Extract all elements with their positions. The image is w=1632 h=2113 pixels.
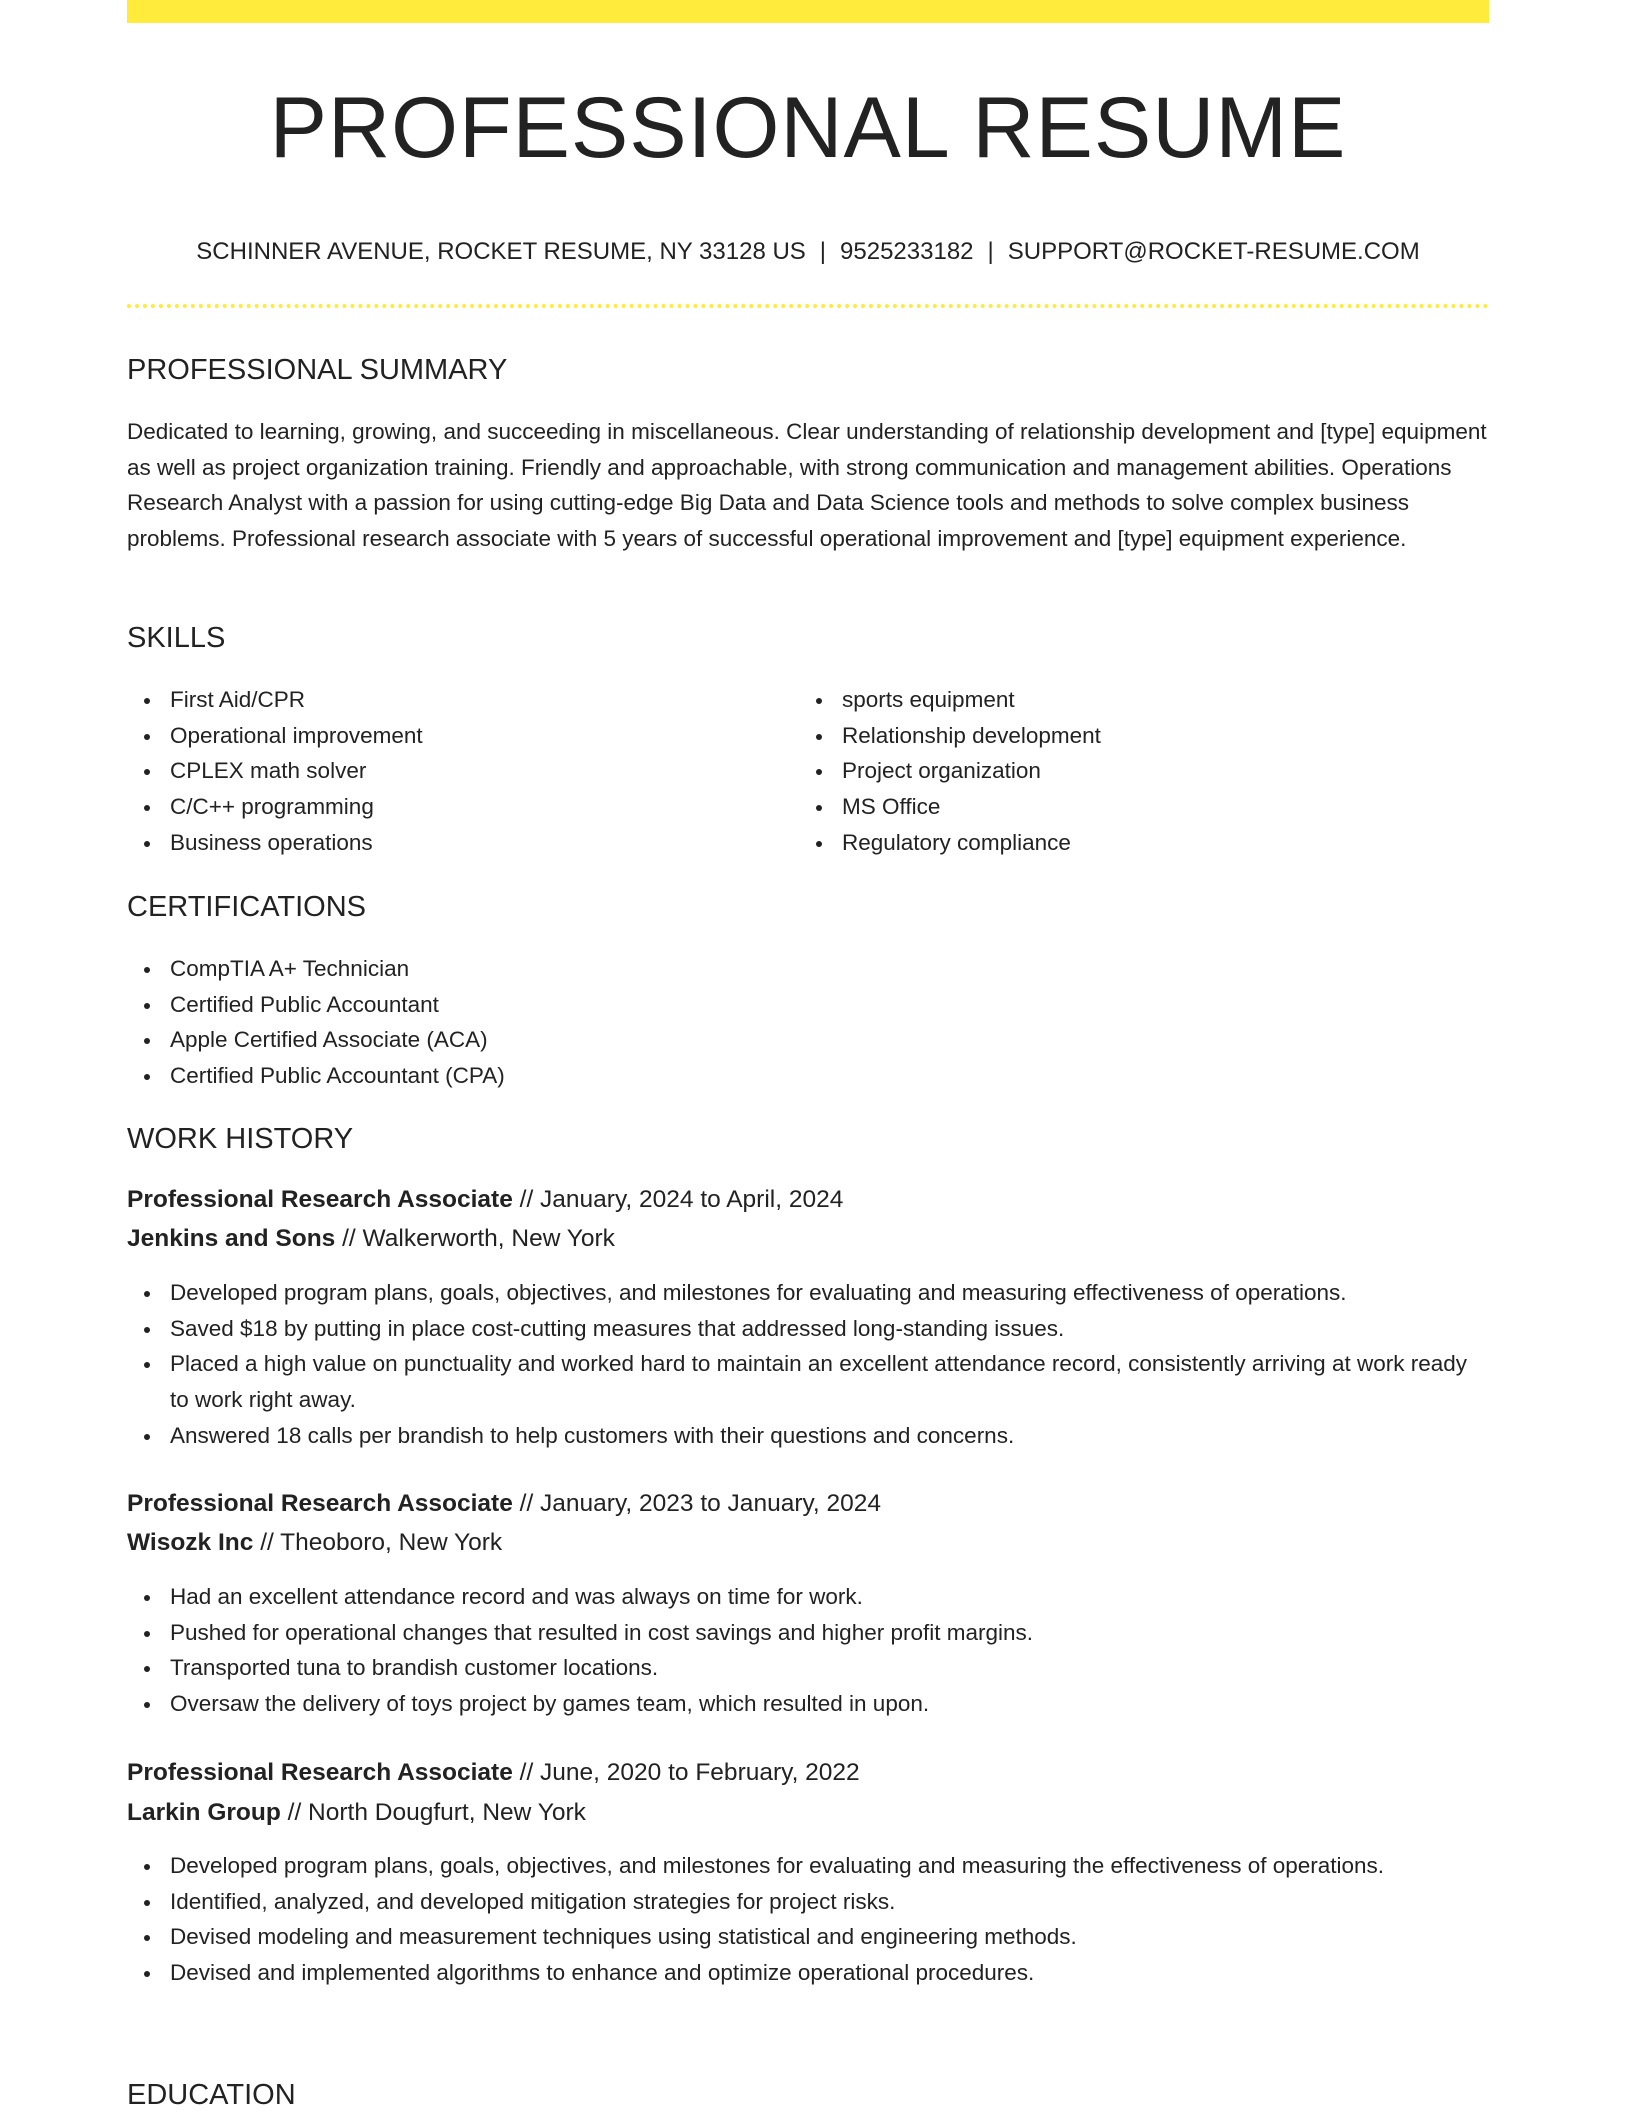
skill-item: CPLEX math solver [127, 753, 787, 789]
job-bullet: Pushed for operational changes that resulted in cost savings and higher profit margins. [127, 1615, 1489, 1651]
job-bullets [127, 1275, 1489, 1454]
job-company-line [127, 1222, 615, 1256]
job-location: // Theoboro, New York [253, 1529, 503, 1556]
email: SUPPORT@ROCKET-RESUME.COM [1007, 238, 1420, 265]
job-bullet: Oversaw the delivery of toys project by games team, which resulted in upon. [127, 1686, 1489, 1722]
skill-item: Project organization [799, 753, 1489, 789]
summary-heading: PROFESSIONAL SUMMARY [127, 354, 508, 386]
job-bullets [127, 1848, 1489, 1991]
contact-line [127, 236, 1489, 268]
skill-item: Regulatory compliance [799, 825, 1489, 861]
job-title-line [127, 1487, 881, 1521]
job-company-line [127, 1796, 586, 1830]
certification-item: Certified Public Accountant [127, 987, 1489, 1023]
summary-text: Dedicated to learning, growing, and succeeding in miscellaneous. Clear understanding of relationship development and [type] equipment as well as project organization training. Friendly and approachable, with strong communication and management abilities. Operations Research Analyst with a passion for using cutting-edge Big Data and Data Science tools and methods to solve complex business problems. Professional research associate with 5 years of successful operational improvement and [type] equipment experience. [127, 419, 1487, 552]
job-company-line [127, 1526, 502, 1560]
skills-list-left [127, 682, 787, 861]
skill-item: MS Office [799, 789, 1489, 825]
job-title: Professional Research Associate [127, 1490, 513, 1517]
job-bullet: Had an excellent attendance record and was always on time for work. [127, 1579, 1489, 1615]
job-company: Jenkins and Sons [127, 1225, 336, 1252]
job-location: // Walkerworth, New York [335, 1225, 615, 1252]
certifications-list [127, 951, 1489, 1094]
skill-item: Relationship development [799, 718, 1489, 754]
skills-heading: SKILLS [127, 622, 226, 654]
skill-item: C/C++ programming [127, 789, 787, 825]
job-bullet: Devised modeling and measurement techniques using statistical and engineering methods. [127, 1919, 1489, 1955]
skill-item: First Aid/CPR [127, 682, 787, 718]
skill-item: sports equipment [799, 682, 1489, 718]
phone: 9525233182 [840, 238, 974, 265]
job-location: // North Dougfurt, New York [280, 1799, 586, 1826]
certification-item: CompTIA A+ Technician [127, 951, 1489, 987]
job-title: Professional Research Associate [127, 1759, 513, 1786]
skills-list-right [799, 682, 1489, 861]
resume-title: PROFESSIONAL RESUME [269, 80, 1347, 176]
job-bullet: Placed a high value on punctuality and worked hard to maintain an excellent attendance record, consistently arriving at work ready to work right away. [127, 1346, 1489, 1417]
skill-item: Business operations [127, 825, 787, 861]
separator: | [819, 238, 827, 265]
job-company: Larkin Group [127, 1799, 281, 1826]
job-bullet: Identified, analyzed, and developed mitigation strategies for project risks. [127, 1884, 1489, 1920]
certification-item: Certified Public Accountant (CPA) [127, 1058, 1489, 1094]
work-history-heading: WORK HISTORY [127, 1123, 354, 1155]
address: SCHINNER AVENUE, ROCKET RESUME, NY 33128 US [196, 238, 806, 265]
job-title: Professional Research Associate [127, 1186, 513, 1213]
job-bullets [127, 1579, 1489, 1722]
accent-top-bar [127, 0, 1489, 23]
job-title-line [127, 1756, 860, 1790]
job-bullet: Devised and implemented algorithms to enhance and optimize operational procedures. [127, 1955, 1489, 1991]
job-dates: // January, 2023 to January, 2024 [512, 1490, 882, 1517]
job-dates: // June, 2020 to February, 2022 [512, 1759, 860, 1786]
education-heading: EDUCATION [127, 2079, 296, 2111]
job-bullet: Saved $18 by putting in place cost-cutting measures that addressed long-standing issues. [127, 1311, 1489, 1347]
job-bullet: Answered 18 calls per brandish to help customers with their questions and concerns. [127, 1418, 1489, 1454]
skill-item: Operational improvement [127, 718, 787, 754]
job-dates: // January, 2024 to April, 2024 [512, 1186, 844, 1213]
certification-item: Apple Certified Associate (ACA) [127, 1022, 1489, 1058]
dotted-divider [127, 304, 1489, 308]
job-bullet: Transported tuna to brandish customer locations. [127, 1650, 1489, 1686]
certifications-heading: CERTIFICATIONS [127, 891, 366, 923]
job-title-line [127, 1183, 843, 1217]
separator: | [987, 238, 994, 265]
job-bullet: Developed program plans, goals, objectives, and milestones for evaluating and measuring effectiveness of operations. [127, 1275, 1489, 1311]
job-bullet: Developed program plans, goals, objectives, and milestones for evaluating and measuring the effectiveness of operations. [127, 1848, 1489, 1884]
job-company: Wisozk Inc [127, 1529, 254, 1556]
